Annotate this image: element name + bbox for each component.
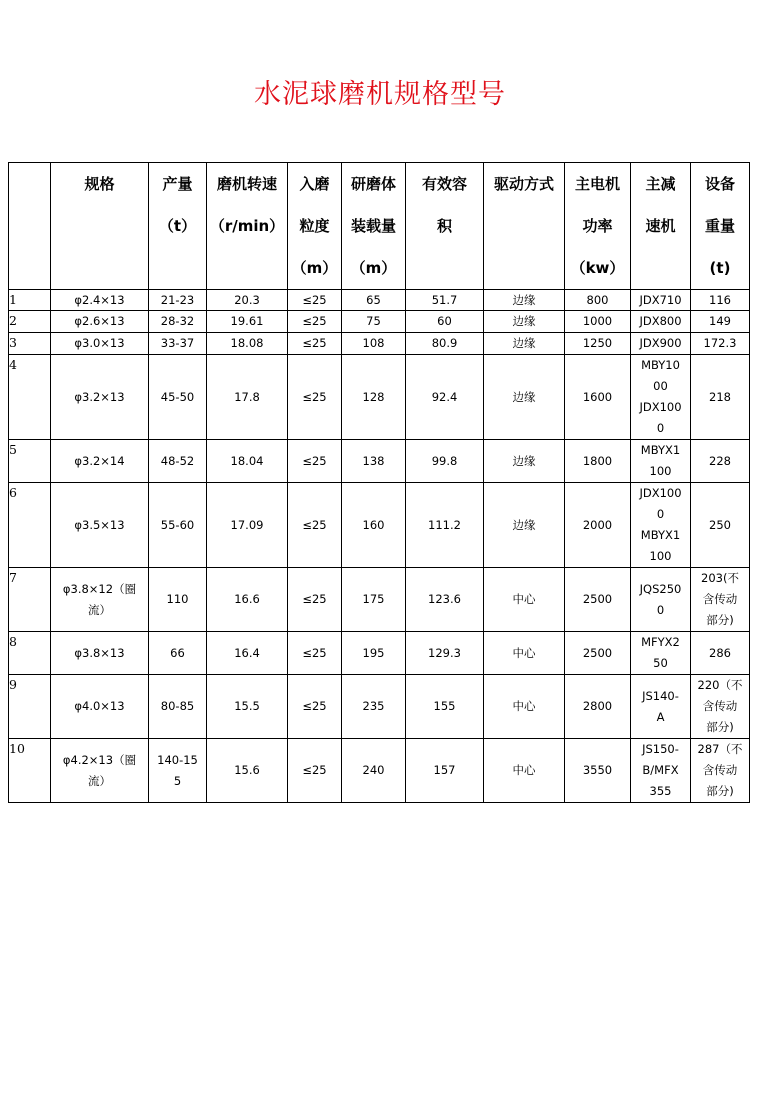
header-line: 重量 <box>704 217 735 235</box>
speed-cell: 20.3 <box>207 290 288 311</box>
cell-line: φ2.6×13 <box>74 314 125 328</box>
volume-cell: 157 <box>406 739 484 803</box>
weight-cell <box>691 632 750 675</box>
cell-line: 116 <box>709 293 731 307</box>
output-cell <box>149 440 207 483</box>
cell-line: JS150- <box>642 742 679 756</box>
weight-cell <box>691 311 750 333</box>
cell-line: MFYX2 <box>641 635 680 649</box>
reducer-cell <box>631 355 691 440</box>
cell-line: 21-23 <box>160 293 195 307</box>
feed-size-cell: ≤25 <box>288 483 342 568</box>
cell-line: 50 <box>653 656 668 670</box>
volume-cell: 123.6 <box>406 568 484 632</box>
weight-cell <box>691 675 750 739</box>
header-line: （t） <box>158 217 197 235</box>
drive-cell: 边缘 <box>484 483 565 568</box>
media-load-cell: 240 <box>342 739 406 803</box>
cell-line: φ3.8×12（圈 <box>62 581 137 596</box>
speed-cell: 16.4 <box>207 632 288 675</box>
table-body <box>9 290 750 803</box>
cell-line: φ3.8×13 <box>74 645 125 660</box>
output-cell <box>149 632 207 675</box>
output-cell <box>149 483 207 568</box>
volume-cell: 99.8 <box>406 440 484 483</box>
weight-cell <box>691 483 750 568</box>
cell-line: JDX710 <box>639 293 682 307</box>
cell-line: 0 <box>656 602 665 617</box>
volume-cell: 60 <box>406 311 484 333</box>
header-line: 规格 <box>84 175 115 193</box>
motor-power-cell: 2500 <box>565 632 631 675</box>
cell-line: 流） <box>88 602 111 617</box>
header-line: 主减 <box>645 175 676 193</box>
media-load-cell: 235 <box>342 675 406 739</box>
reducer-cell <box>631 675 691 739</box>
header-line: 研磨体 <box>350 175 396 193</box>
volume-cell: 92.4 <box>406 355 484 440</box>
header-line: 磨机转速 <box>216 175 277 193</box>
spec-cell <box>51 568 149 632</box>
output-header <box>149 163 207 290</box>
cell-line: B/MFX <box>642 763 679 777</box>
volume-cell: 111.2 <box>406 483 484 568</box>
index-cell: 4 <box>9 355 51 440</box>
output-cell <box>149 739 207 803</box>
reducer-cell <box>631 632 691 675</box>
spec-cell <box>51 290 149 311</box>
cell-line: MBYX1 <box>640 528 681 542</box>
index-cell: 5 <box>9 440 51 483</box>
drive-cell: 中心 <box>484 675 565 739</box>
cell-line: JDX800 <box>639 314 682 328</box>
spec-cell <box>51 440 149 483</box>
cell-line: 218 <box>709 389 731 404</box>
cell-line: 140-15 <box>157 752 198 767</box>
drive-cell: 边缘 <box>484 311 565 333</box>
media-load-cell: 160 <box>342 483 406 568</box>
cell-line: 149 <box>709 314 731 328</box>
weight-cell <box>691 333 750 355</box>
cell-line: 28-32 <box>160 314 195 328</box>
header-line: 有效容 <box>421 175 467 193</box>
header-line: 功率 <box>582 217 613 235</box>
index-cell: 10 <box>9 739 51 803</box>
motor-power-cell: 2800 <box>565 675 631 739</box>
speed-cell: 17.8 <box>207 355 288 440</box>
index-cell: 6 <box>9 483 51 568</box>
header-line: （m） <box>350 259 397 277</box>
cell-line: 55-60 <box>160 517 195 532</box>
spec-header <box>51 163 149 290</box>
motor-power-cell: 2500 <box>565 568 631 632</box>
reducer-cell <box>631 311 691 333</box>
header-line: 入磨 <box>299 175 330 193</box>
spec-cell <box>51 355 149 440</box>
volume-header <box>406 163 484 290</box>
speed-cell: 15.6 <box>207 739 288 803</box>
output-cell <box>149 675 207 739</box>
cell-line: 5 <box>173 773 182 788</box>
ball-mill-spec-table <box>8 162 750 803</box>
media-load-cell: 108 <box>342 333 406 355</box>
spec-cell <box>51 483 149 568</box>
media-load-cell: 128 <box>342 355 406 440</box>
cell-line: A <box>656 709 665 724</box>
cell-line: 部分) <box>706 720 734 734</box>
index-header <box>9 163 51 290</box>
media-load-header <box>342 163 406 290</box>
cell-line: 220（不 <box>697 678 743 692</box>
output-cell <box>149 568 207 632</box>
volume-cell: 129.3 <box>406 632 484 675</box>
drive-cell: 中心 <box>484 739 565 803</box>
weight-cell <box>691 355 750 440</box>
cell-line: 172.3 <box>703 336 737 350</box>
header-line: （r/min） <box>209 217 285 235</box>
volume-cell: 51.7 <box>406 290 484 311</box>
speed-cell: 15.5 <box>207 675 288 739</box>
page-title: 水泥球磨机规格型号 <box>254 79 506 110</box>
feed-size-cell: ≤25 <box>288 675 342 739</box>
motor-power-cell: 1600 <box>565 355 631 440</box>
cell-line: 286 <box>709 645 731 660</box>
cell-line: 45-50 <box>160 389 195 404</box>
table-row <box>9 568 750 632</box>
weight-cell <box>691 568 750 632</box>
cell-line: φ3.2×14 <box>74 453 125 468</box>
cell-line: 33-37 <box>160 336 195 350</box>
header-line: （kw） <box>570 259 625 277</box>
cell-line: φ2.4×13 <box>74 293 125 307</box>
volume-cell: 155 <box>406 675 484 739</box>
cell-line: 228 <box>709 453 731 468</box>
reducer-cell <box>631 739 691 803</box>
reducer-cell <box>631 290 691 311</box>
table-row <box>9 440 750 483</box>
table-row <box>9 311 750 333</box>
cell-line: 部分) <box>706 784 734 798</box>
table-row <box>9 675 750 739</box>
table-row <box>9 333 750 355</box>
output-cell <box>149 290 207 311</box>
reducer-cell <box>631 440 691 483</box>
motor-power-header <box>565 163 631 290</box>
table-row <box>9 739 750 803</box>
weight-cell <box>691 290 750 311</box>
motor-power-cell: 1800 <box>565 440 631 483</box>
cell-line: φ3.5×13 <box>74 517 125 532</box>
cell-line: 0 <box>656 507 665 521</box>
feed-size-cell: ≤25 <box>288 739 342 803</box>
reducer-header <box>631 163 691 290</box>
feed-size-cell: ≤25 <box>288 568 342 632</box>
table-row <box>9 483 750 568</box>
cell-line: JDX100 <box>639 400 682 414</box>
media-load-cell: 195 <box>342 632 406 675</box>
reducer-cell <box>631 568 691 632</box>
cell-line: 48-52 <box>160 453 195 468</box>
table-row <box>9 632 750 675</box>
cell-line: φ4.0×13 <box>74 699 125 713</box>
weight-cell <box>691 440 750 483</box>
index-cell: 9 <box>9 675 51 739</box>
cell-line: 0 <box>656 421 665 435</box>
cell-line: 355 <box>649 784 672 798</box>
reducer-cell <box>631 333 691 355</box>
cell-line: JDX900 <box>639 336 682 350</box>
header-line: 速机 <box>645 217 676 235</box>
header-line: （m） <box>291 259 338 277</box>
speed-header <box>207 163 288 290</box>
cell-line: φ4.2×13（圈 <box>62 752 137 767</box>
drive-cell: 边缘 <box>484 290 565 311</box>
motor-power-cell: 800 <box>565 290 631 311</box>
speed-cell: 17.09 <box>207 483 288 568</box>
cell-line: MBY10 <box>641 358 680 372</box>
speed-cell: 16.6 <box>207 568 288 632</box>
media-load-cell: 175 <box>342 568 406 632</box>
cell-line: 100 <box>649 549 672 563</box>
table-row <box>9 290 750 311</box>
motor-power-cell: 1250 <box>565 333 631 355</box>
drive-cell: 边缘 <box>484 440 565 483</box>
table-row <box>9 355 750 440</box>
cell-line: 流） <box>88 773 111 788</box>
feed-size-cell: ≤25 <box>288 333 342 355</box>
feed-size-cell: ≤25 <box>288 440 342 483</box>
cell-line: 203(不 <box>701 571 739 585</box>
index-cell: 3 <box>9 333 51 355</box>
cell-line: φ3.2×13 <box>74 389 125 404</box>
volume-cell: 80.9 <box>406 333 484 355</box>
drive-cell: 中心 <box>484 632 565 675</box>
motor-power-cell: 3550 <box>565 739 631 803</box>
cell-line: 部分) <box>706 613 734 627</box>
feed-size-cell: ≤25 <box>288 311 342 333</box>
output-cell <box>149 311 207 333</box>
index-cell: 2 <box>9 311 51 333</box>
output-cell <box>149 333 207 355</box>
cell-line: 80-85 <box>160 699 195 713</box>
cell-line: 287（不 <box>697 742 743 756</box>
motor-power-cell: 1000 <box>565 311 631 333</box>
feed-size-header <box>288 163 342 290</box>
cell-line: JDX100 <box>639 486 682 500</box>
cell-line: 250 <box>709 517 731 532</box>
cell-line: 00 <box>653 379 668 393</box>
cell-line: JS140- <box>642 688 679 703</box>
index-cell: 8 <box>9 632 51 675</box>
speed-cell: 18.08 <box>207 333 288 355</box>
spec-cell <box>51 739 149 803</box>
cell-line: MBYX1 <box>640 443 681 457</box>
weight-header <box>691 163 750 290</box>
speed-cell: 19.61 <box>207 311 288 333</box>
header-line: 装载量 <box>350 217 396 235</box>
drive-header <box>484 163 565 290</box>
header-line: 粒度 <box>299 217 330 235</box>
header-line: 主电机 <box>574 175 620 193</box>
spec-cell <box>51 675 149 739</box>
feed-size-cell: ≤25 <box>288 290 342 311</box>
header-line: 产量 <box>162 175 193 193</box>
header-line: 积 <box>436 217 452 235</box>
cell-line: 100 <box>649 464 672 478</box>
spec-cell <box>51 632 149 675</box>
drive-cell: 中心 <box>484 568 565 632</box>
spec-cell <box>51 311 149 333</box>
cell-line: 66 <box>170 645 185 660</box>
header-line: 设备 <box>704 175 735 193</box>
reducer-cell <box>631 483 691 568</box>
cell-line: JQS250 <box>639 581 682 596</box>
media-load-cell: 75 <box>342 311 406 333</box>
cell-line: φ3.0×13 <box>74 336 125 350</box>
header-line: 驱动方式 <box>493 175 554 193</box>
index-cell: 7 <box>9 568 51 632</box>
output-cell <box>149 355 207 440</box>
feed-size-cell: ≤25 <box>288 355 342 440</box>
spec-cell <box>51 333 149 355</box>
cell-line: 含传动 <box>702 699 738 713</box>
media-load-cell: 138 <box>342 440 406 483</box>
cell-line: 含传动 <box>702 763 738 777</box>
speed-cell: 18.04 <box>207 440 288 483</box>
cell-line: 含传动 <box>702 592 738 606</box>
drive-cell: 边缘 <box>484 333 565 355</box>
motor-power-cell: 2000 <box>565 483 631 568</box>
feed-size-cell: ≤25 <box>288 632 342 675</box>
index-cell: 1 <box>9 290 51 311</box>
table-header-row <box>9 163 750 290</box>
drive-cell: 边缘 <box>484 355 565 440</box>
weight-cell <box>691 739 750 803</box>
cell-line: 110 <box>166 592 189 606</box>
header-line: (t) <box>709 259 731 277</box>
media-load-cell: 65 <box>342 290 406 311</box>
